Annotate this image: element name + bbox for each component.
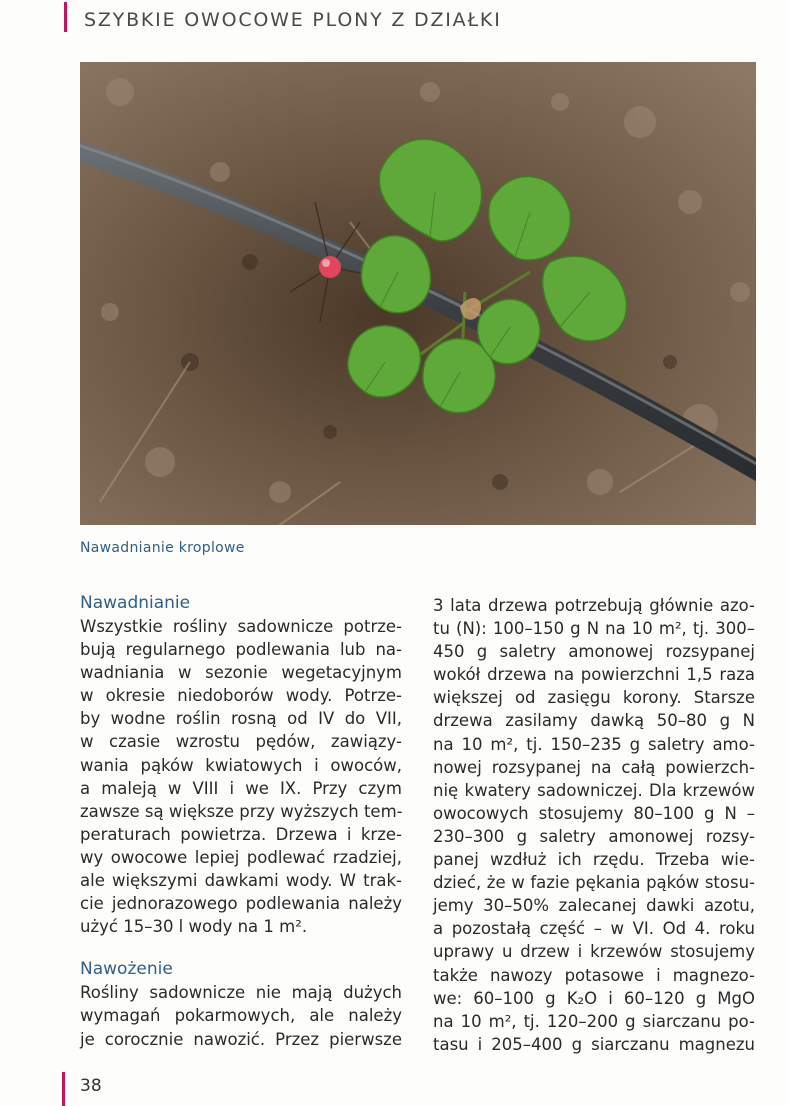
drip-irrigation-photo: [80, 62, 756, 525]
text-line: w czasie wzrostu pędów, zawiązy-: [80, 732, 402, 752]
text-line: tasu i 205–400 g siarczanu magnezu: [433, 1034, 755, 1054]
text-line: 230–300 g saletry amonowej rozsy-: [433, 826, 755, 846]
text-line: nowej rozsypanej na całą powierzch-: [433, 757, 755, 777]
text-line: większej od zasięgu korony. Starsze: [433, 688, 755, 708]
fertilizing-paragraph-continued: [433, 594, 755, 1056]
text-line: nię kwatery sadowniczej. Dla krzewów: [433, 780, 755, 800]
text-line: wokół drzewa na powierzchni 1,5 raza: [433, 665, 755, 685]
text-line: Wszystkie rośliny sadownicze potrze-: [80, 617, 402, 636]
left-column: [80, 592, 402, 1051]
section-heading-watering: Nawadnianie: [80, 593, 191, 613]
text-line: a maleją w VIII i we IX. Przy czym: [80, 778, 402, 798]
text-line: zawsze są większe przy wyższych tem-: [80, 801, 403, 821]
right-column: [433, 594, 755, 1056]
text-line: użyć 15–30 l wody na 1 m².: [80, 917, 308, 937]
photo-caption: Nawadnianie kroplowe: [80, 540, 245, 556]
section-heading-fertilizing: Nawożenie: [80, 959, 173, 980]
text-line: tu (N): 100–150 g N na 10 m², tj. 300–: [433, 619, 755, 639]
text-line: na 10 m², tj. 120–200 g siarczanu po-: [433, 1011, 755, 1031]
text-line: bują regularnego podlewania lub na-: [80, 640, 402, 660]
text-line: we: 60–100 g K₂O i 60–120 g MgO: [433, 988, 755, 1008]
text-line: owocowych stosujemy 80–100 g N –: [433, 803, 755, 823]
text-line: wania pąków kwiatowych i owoców,: [80, 755, 402, 775]
text-line: a pozostałą część – w VI. Od 4. roku: [433, 919, 755, 939]
text-line: w okresie niedoborów wody. Potrze-: [80, 686, 402, 706]
text-line: jemy 30–50% zalecanej dawki azotu,: [433, 896, 755, 916]
text-line: uprawy u drzew i krzewów stosujemy: [433, 942, 755, 962]
watering-paragraph: [80, 615, 402, 938]
footer-accent-bar: [62, 1072, 65, 1106]
text-line: Rośliny sadownicze nie mają dużych: [80, 983, 402, 1003]
header-accent-bar: [64, 2, 67, 32]
text-line: dzieć, że w fazie pękania pąków stosu-: [433, 873, 755, 893]
text-line: peraturach powietrza. Drzewa i krze-: [80, 824, 402, 844]
text-line: ale większymi dawkami wody. W trak-: [80, 871, 402, 891]
text-line: 450 g saletry amonowej rozsypanej: [433, 642, 755, 662]
text-line: panej wzdłuż ich rzędu. Trzeba wie-: [433, 850, 755, 870]
text-line: wy owocowe lepiej podlewać rzadziej,: [80, 847, 402, 867]
text-line: także nawozy potasowe i magnezo-: [433, 965, 755, 985]
text-line: cie jednorazowego podlewania należy: [80, 894, 402, 914]
text-line: drzewa zasilamy dawką 50–80 g N: [433, 711, 755, 731]
text-line: by wodne roślin rosną od IV do VII,: [80, 709, 402, 729]
text-line: na 10 m², tj. 150–235 g saletry amo-: [433, 734, 755, 754]
text-line: je corocznie nawozić. Przez pierwsze: [80, 1029, 402, 1049]
text-line: wymagań pokarmowych, ale należy: [80, 1006, 402, 1026]
running-header: SZYBKIE OWOCOWE PLONY Z DZIAŁKI: [84, 9, 502, 31]
page-number: 38: [80, 1076, 102, 1096]
text-line: wadniania w sezonie wegetacyjnym: [80, 663, 402, 683]
fertilizing-paragraph: [80, 981, 402, 1050]
raspberry-seedling-illustration: [80, 62, 756, 525]
text-line: 3 lata drzewa potrzebują głównie azo-: [433, 596, 755, 615]
